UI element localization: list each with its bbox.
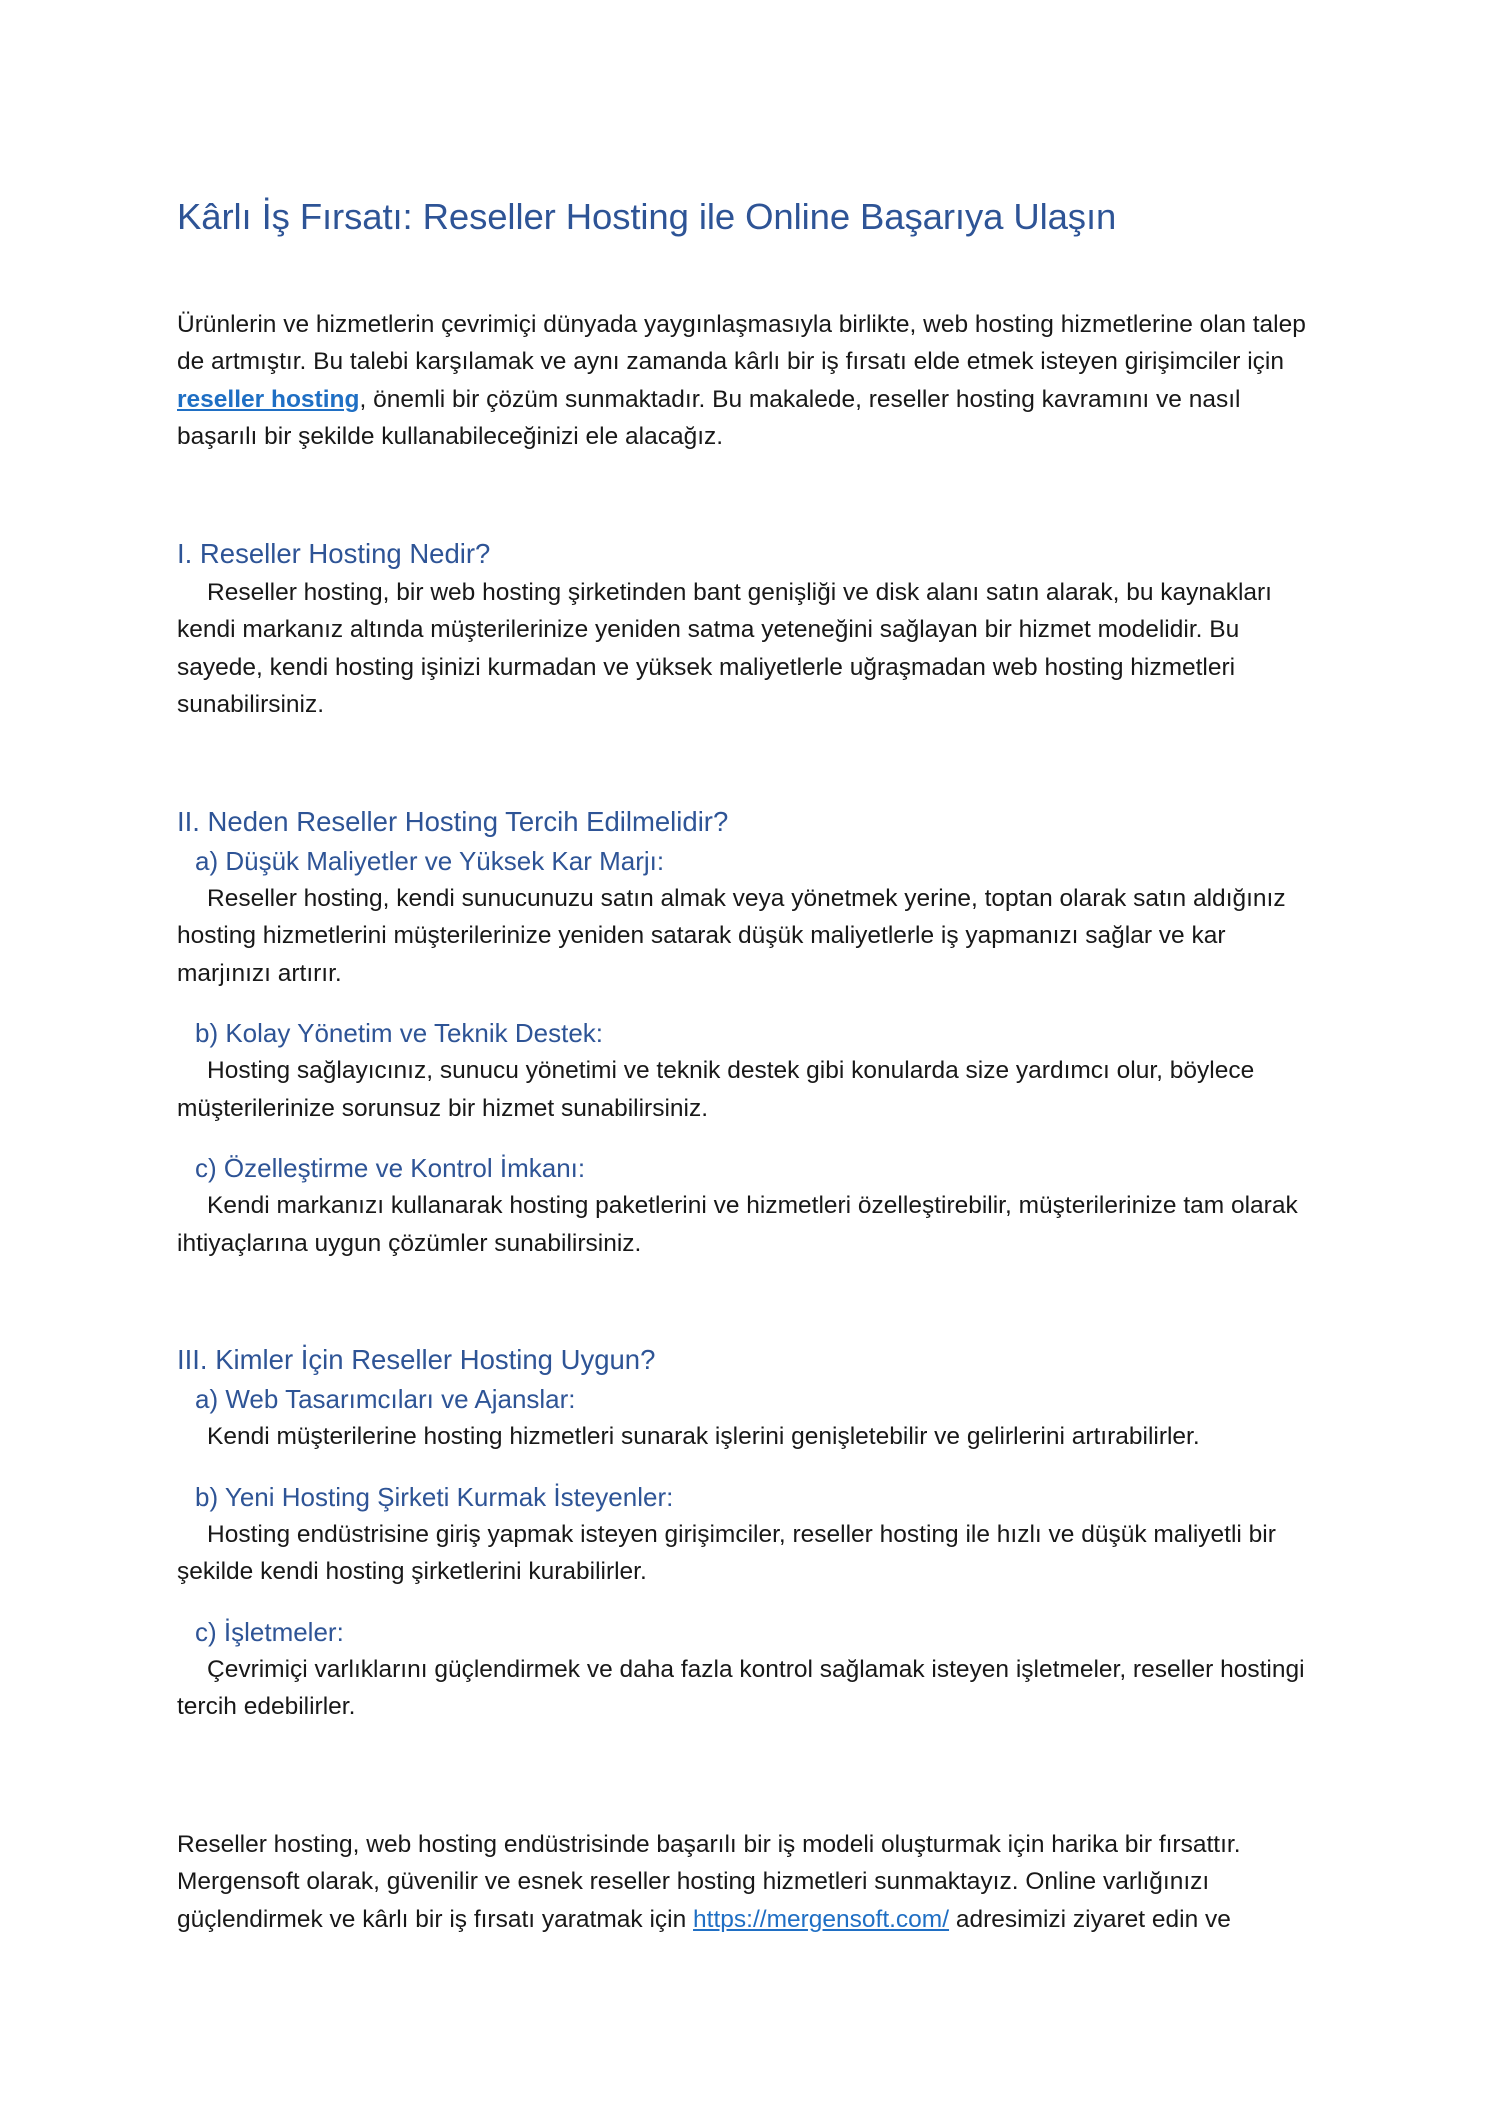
intro-text-after-link: , önemli bir çözüm sunmaktadır. Bu makalede, reseller hosting kavramını ve nasıl başarılı bir şekilde kullanabileceğinizi ele alacağız.: [177, 385, 1241, 451]
closing-text-before-link: Reseller hosting, web hosting endüstrisinde başarılı bir iş modeli oluşturmak için harika bir fırsattır. Mergensoft olarak, güvenilir ve esnek reseller hosting hizmetleri sunmaktayız. Online varlığınızı güçlendirmek ve kârlı bir iş fırsatı yaratmak için: [177, 1830, 1241, 1933]
mergensoft-url-link[interactable]: https://mergensoft.com/: [693, 1905, 950, 1933]
intro-text-before-link: Ürünlerin ve hizmetlerin çevrimiçi dünyada yaygınlaşmasıyla birlikte, web hosting hizmetlerine olan talep de artmıştır. Bu talebi karşılamak ve aynı zamanda kârlı bir iş fırsatı elde etmek isteyen girişimciler için: [177, 310, 1306, 376]
section-3-sub-c-body: Çevrimiçi varlıklarını güçlendirmek ve daha fazla kontrol sağlamak isteyen işletmeler, reseller hostingi tercih edebilirler.: [177, 1655, 1305, 1721]
section-2-heading: II. Neden Reseller Hosting Tercih Edilmelidir?: [177, 805, 729, 837]
page-title: Kârlı İş Fırsatı: Reseller Hosting ile Online Başarıya Ulaşın: [177, 196, 1117, 237]
section-2: [177, 802, 1317, 1263]
closing-text-after-link: adresimizi ziyaret edin ve: [949, 1905, 1231, 1933]
section-1: [177, 534, 1317, 724]
intro-paragraph: [177, 306, 1317, 456]
section-1-heading: I. Reseller Hosting Nedir?: [177, 537, 491, 569]
section-2-sub-b-heading: b) Kolay Yönetim ve Teknik Destek:: [195, 1018, 604, 1049]
section-3-sub-a-body: Kendi müşterilerine hosting hizmetleri sunarak işlerini genişletebilir ve gelirlerini artırabilirler.: [207, 1423, 1200, 1451]
reseller-hosting-link[interactable]: reseller hosting: [177, 385, 360, 413]
section-3-heading: III. Kimler İçin Reseller Hosting Uygun?: [177, 1344, 656, 1376]
section-3: [177, 1340, 1317, 1726]
section-2-sub-c-heading: c) Özelleştirme ve Kontrol İmkanı:: [195, 1153, 586, 1184]
closing-paragraph: [177, 1826, 1317, 1939]
section-2-sub-b-body: Hosting sağlayıcınız, sunucu yönetimi ve teknik destek gibi konularda size yardımcı olur, böylece müşterilerinize sorunsuz bir hizmet sunabilirsiniz.: [177, 1057, 1255, 1122]
document-content: [177, 196, 1317, 1938]
section-3-sub-a-heading: a) Web Tasarımcıları ve Ajanslar:: [195, 1384, 576, 1415]
section-2-sub-a-heading: a) Düşük Maliyetler ve Yüksek Kar Marjı:: [195, 845, 665, 876]
section-2-sub-c-body: Kendi markanızı kullanarak hosting paketlerini ve hizmetleri özelleştirebilir, müşterilerinize tam olarak ihtiyaçlarına uygun çözümler sunabilirsiniz.: [177, 1192, 1298, 1257]
section-3-sub-b-heading: b) Yeni Hosting Şirketi Kurmak İsteyenler:: [195, 1481, 674, 1512]
section-1-body: Reseller hosting, bir web hosting şirketinden bant genişliği ve disk alanı satın alarak, bu kaynakları kendi markanız altında müşterilerinize yeniden satma yeteneğini sağlayan bir hizmet modelidir. Bu sayede, kendi hosting işinizi kurmadan ve yüksek maliyetlerle uğraşmadan web hosting hizmetleri sunabilirsiniz.: [177, 578, 1272, 719]
section-2-sub-a-body: Reseller hosting, kendi sunucunuzu satın almak veya yönetmek yerine, toptan olarak satın aldığınız hosting hizmetlerini müşterilerinize yeniden satarak düşük maliyetlerle iş yapmanızı sağlar ve kar marjınızı artırır.: [177, 884, 1286, 987]
section-3-sub-c-heading: c) İşletmeler:: [195, 1616, 344, 1647]
section-3-sub-b-body: Hosting endüstrisine giriş yapmak isteyen girişimciler, reseller hosting ile hızlı ve düşük maliyetli bir şekilde kendi hosting şirketlerini kurabilirler.: [177, 1520, 1276, 1586]
